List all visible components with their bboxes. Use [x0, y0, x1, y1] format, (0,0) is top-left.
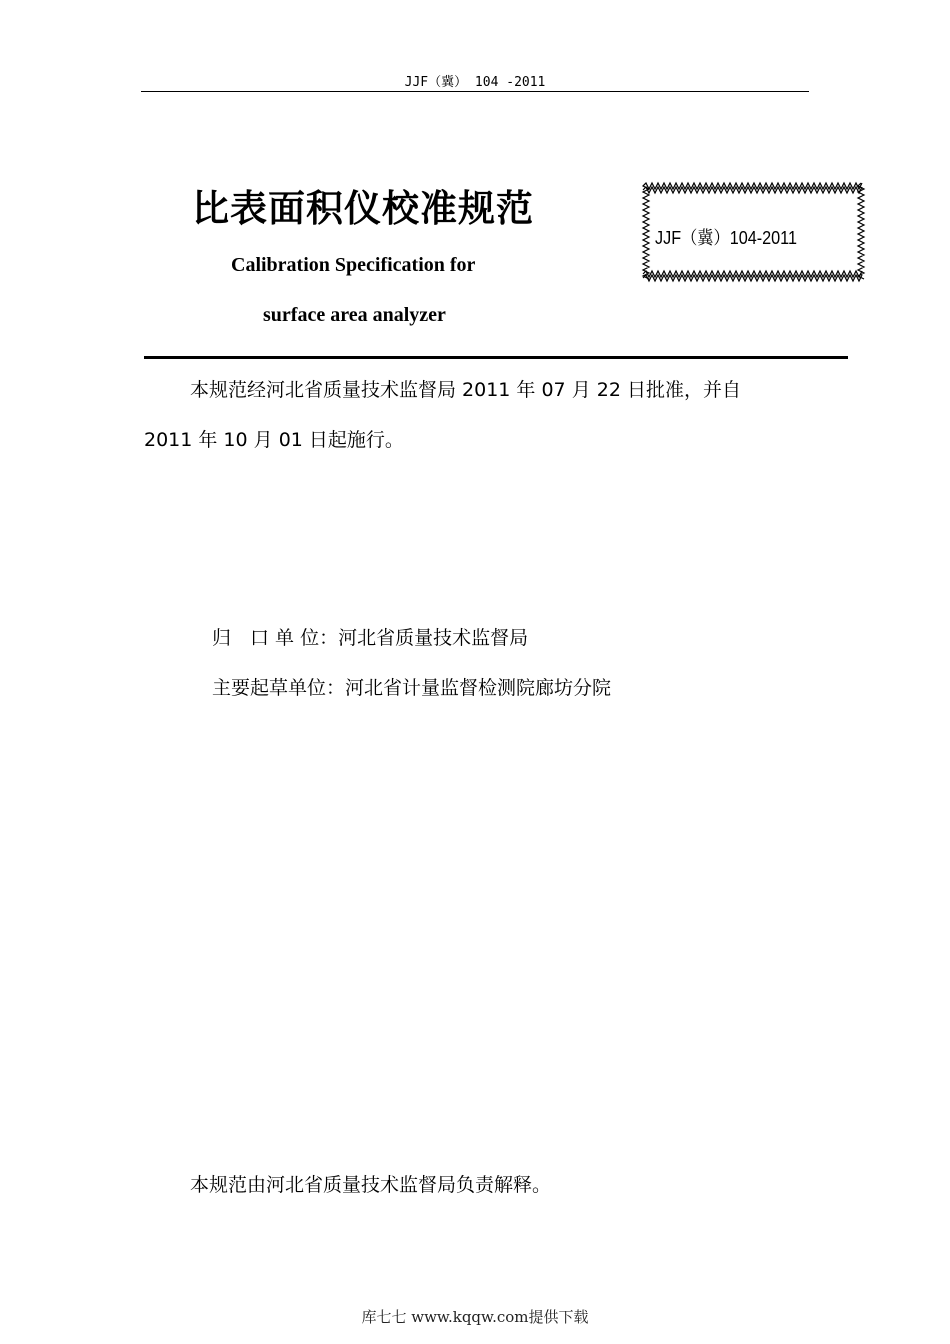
title-divider: [144, 356, 848, 359]
footer-watermark: 库七七 www.kqqw.com提供下载: [361, 1308, 589, 1326]
title-english-line1: Calibration Specification for: [231, 254, 476, 276]
unit-value: 河北省质量技术监督局: [338, 627, 529, 649]
approval-line1: 本规范经河北省质量技术监督局 2011 年 07 月 22 日批准，并自: [190, 379, 741, 401]
approval-line2: 2011 年 10 月 01 日起施行。: [144, 429, 404, 451]
interpretation-note: 本规范由河北省质量技术监督局负责解释。: [190, 1174, 552, 1196]
unit-label: 主要起草单位：: [212, 677, 346, 699]
unit-row-drafting: [212, 673, 611, 700]
header-code: JJF（冀） 104 -2011: [404, 75, 546, 90]
title-english-line2: surface area analyzer: [263, 304, 446, 326]
unit-label: 归 口 单 位：: [212, 627, 339, 649]
unit-row-responsible: [212, 623, 528, 650]
unit-value: 河北省计量监督检测院廊坊分院: [345, 677, 612, 699]
code-box-text: JJF（冀）104-2011: [655, 228, 797, 248]
title-chinese: 比表面积仪校准规范: [192, 187, 534, 230]
header-rule: [141, 91, 809, 92]
